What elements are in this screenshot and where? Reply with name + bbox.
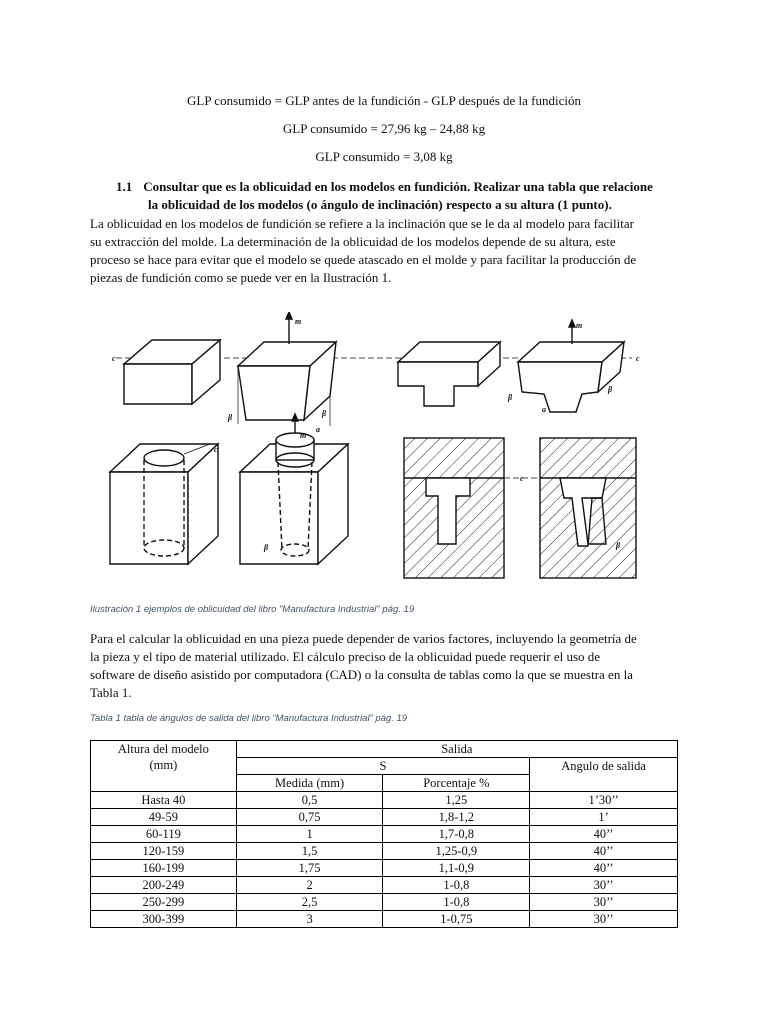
label-c: c bbox=[112, 354, 116, 363]
table-header-row bbox=[91, 741, 678, 758]
tapered-cylinder-block bbox=[240, 414, 348, 564]
table-cell: 1’30’’ bbox=[530, 792, 678, 809]
table-row bbox=[91, 792, 678, 809]
table-cell: 60-119 bbox=[91, 826, 237, 843]
header-salida: Salida bbox=[236, 741, 677, 758]
table-cell: 120-159 bbox=[91, 843, 237, 860]
label-c: c bbox=[214, 445, 218, 454]
table-cell: 1,7-0,8 bbox=[383, 826, 530, 843]
table-cell: 1-0,75 bbox=[383, 911, 530, 928]
table-cell: 2 bbox=[236, 877, 383, 894]
table-cell: 1-0,8 bbox=[383, 894, 530, 911]
label-beta: β bbox=[322, 409, 327, 418]
header-s: S bbox=[236, 758, 530, 775]
table-cell: 30’’ bbox=[530, 894, 678, 911]
label-c: c bbox=[520, 474, 524, 483]
table-row bbox=[91, 894, 678, 911]
table-cell: 1,25 bbox=[383, 792, 530, 809]
table-row bbox=[91, 826, 678, 843]
table-cell: 0,5 bbox=[236, 792, 383, 809]
table-caption: Tabla 1 tabla de ángulos de salida del libro “Manufactura Industrial” pág. 19 bbox=[90, 713, 408, 724]
label-beta: β bbox=[264, 543, 269, 552]
figure-caption: Ilustración 1 ejemplos de oblicuidad del libro "Manufactura Industrial" pág. 19 bbox=[90, 604, 415, 615]
label-a: a bbox=[316, 425, 320, 434]
table-cell: 1,5 bbox=[236, 843, 383, 860]
table-cell: 200-249 bbox=[91, 877, 237, 894]
equation-3: GLP consumido = 3,08 kg bbox=[315, 149, 453, 164]
label-a: a bbox=[542, 405, 546, 414]
label-beta: β bbox=[228, 413, 233, 422]
paragraph-line: su extracción del molde. La determinación de la oblicuidad de los modelos depende de su altura, este bbox=[90, 234, 616, 249]
cylinder-hole-block bbox=[110, 444, 218, 564]
section-heading bbox=[116, 178, 716, 214]
table-cell: 30’’ bbox=[530, 911, 678, 928]
paragraph-line: software de diseño asistido por computadora (CAD) o la consulta de tablas como la que se muestra en la bbox=[90, 667, 633, 682]
table-cell: 1 bbox=[236, 826, 383, 843]
table-row bbox=[91, 809, 678, 826]
paragraph-calculo bbox=[90, 630, 680, 702]
table-cell: 2,5 bbox=[236, 894, 383, 911]
table-cell: 300-399 bbox=[91, 911, 237, 928]
header-medida: Medida (mm) bbox=[236, 775, 383, 792]
plain-block bbox=[124, 340, 220, 404]
equation-2: GLP consumido = 27,96 kg – 24,88 kg bbox=[282, 121, 486, 136]
paragraph-line: proceso se hace para evitar que el modelo se quede atascado en el molde y para facilitar la producción de bbox=[90, 252, 637, 267]
t-shaped-block bbox=[398, 342, 500, 406]
table-cell: 160-199 bbox=[91, 860, 237, 877]
paragraph-line: piezas de fundición como se puede ver en la Ilustración 1. bbox=[90, 270, 392, 285]
table-cell: 250-299 bbox=[91, 894, 237, 911]
header-altura: Altura del modelo (mm) bbox=[91, 741, 237, 792]
table-cell: 1,75 bbox=[236, 860, 383, 877]
paragraph-oblicuidad bbox=[90, 215, 680, 287]
equation-1: GLP consumido = GLP antes de la fundición - GLP después de la fundición bbox=[186, 93, 581, 108]
label-beta: β bbox=[608, 385, 613, 394]
header-angulo: Angulo de salida bbox=[530, 758, 678, 792]
table-cell: 1’ bbox=[530, 809, 678, 826]
label-m: m bbox=[576, 321, 583, 330]
draft-angle-illustration bbox=[108, 312, 668, 594]
table-cell: 1,8-1,2 bbox=[383, 809, 530, 826]
section-number: 1.1 bbox=[116, 179, 133, 194]
table-cell: 30’’ bbox=[530, 877, 678, 894]
label-beta: β bbox=[616, 541, 621, 550]
table-row bbox=[91, 877, 678, 894]
paragraph-line: La oblicuidad en los modelos de fundición se refiere a la inclinación que se le da al modelo para facilitar bbox=[90, 216, 634, 231]
table-cell: 40’’ bbox=[530, 826, 678, 843]
table-cell: 1,1-0,9 bbox=[383, 860, 530, 877]
header-porcentaje: Porcentaje % bbox=[383, 775, 530, 792]
section-title-line2: la oblicuidad de los modelos (o ángulo de inclinación) respecto a su altura (1 punto). bbox=[148, 197, 612, 212]
label-beta: β bbox=[508, 393, 513, 402]
tapered-t-block bbox=[518, 320, 624, 412]
table-cell: 1,25-0,9 bbox=[383, 843, 530, 860]
table-cell: 40’’ bbox=[530, 860, 678, 877]
draft-angle-table bbox=[90, 740, 678, 928]
label-m: m bbox=[295, 317, 302, 326]
label-c: c bbox=[636, 354, 640, 363]
table-cell: 3 bbox=[236, 911, 383, 928]
paragraph-line: Para el calcular la oblicuidad en una pieza puede depender de varios factores, incluyendo la geometría de bbox=[90, 631, 637, 646]
table-row bbox=[91, 843, 678, 860]
table-cell: 1-0,8 bbox=[383, 877, 530, 894]
table-cell: 40’’ bbox=[530, 843, 678, 860]
mold-section-tapered bbox=[540, 438, 636, 578]
table-cell: Hasta 40 bbox=[91, 792, 237, 809]
paragraph-line: la pieza y el tipo de material utilizado. El cálculo preciso de la oblicuidad puede requerir el uso de bbox=[90, 649, 601, 664]
section-title-line1: Consultar que es la oblicuidad en los modelos en fundición. Realizar una tabla que relacione bbox=[143, 179, 653, 194]
table-row bbox=[91, 911, 678, 928]
table-row bbox=[91, 860, 678, 877]
paragraph-line: Tabla 1. bbox=[90, 685, 132, 700]
label-m: m bbox=[300, 431, 307, 440]
mold-section-straight bbox=[404, 438, 504, 578]
table-cell: 49-59 bbox=[91, 809, 237, 826]
table-cell: 0,75 bbox=[236, 809, 383, 826]
